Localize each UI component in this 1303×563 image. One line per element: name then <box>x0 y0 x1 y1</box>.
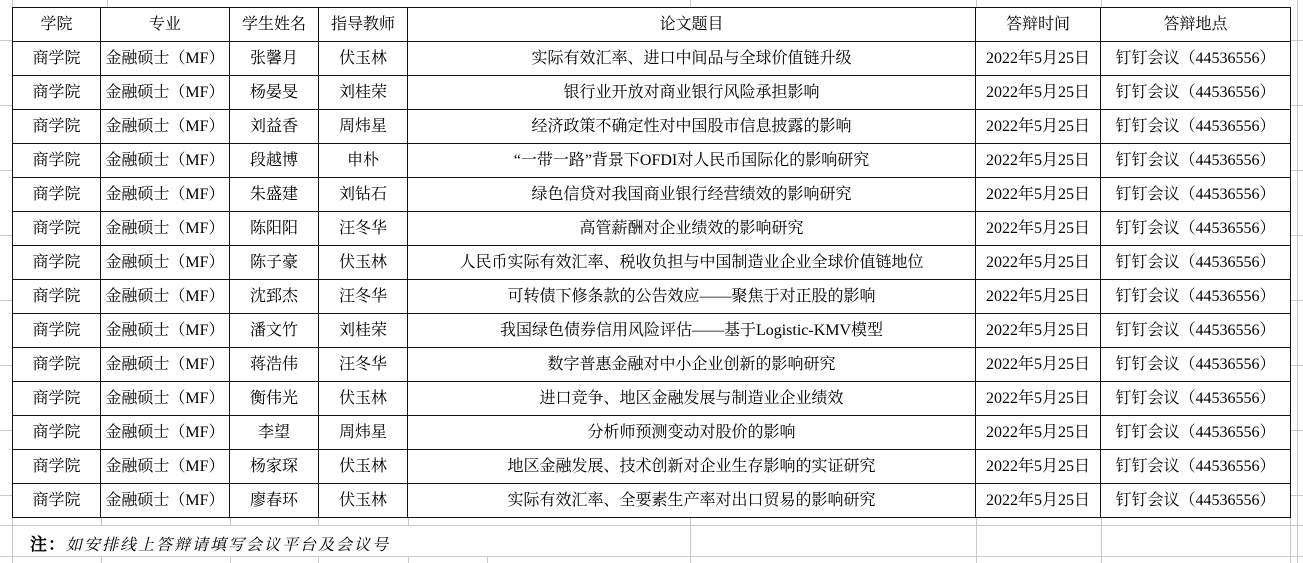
cell-major[interactable]: 金融硕士（MF） <box>101 484 230 518</box>
cell-time[interactable]: 2022年5月25日 <box>976 348 1101 382</box>
cell-title[interactable]: 绿色信贷对我国商业银行经营绩效的影响研究 <box>408 178 976 212</box>
gridline <box>0 170 12 171</box>
cell-advisor[interactable]: 伏玉林 <box>319 484 408 518</box>
cell-location[interactable]: 钉钉会议（44536556） <box>1101 382 1291 416</box>
cell-student[interactable]: 沈郅杰 <box>230 280 319 314</box>
gridline <box>1291 40 1303 41</box>
footnote-prefix: 注： <box>30 535 66 554</box>
cell-student[interactable]: 蒋浩伟 <box>230 348 319 382</box>
cell-college[interactable]: 商学院 <box>13 382 101 416</box>
cell-title[interactable]: 可转债下修条款的公告效应——聚焦于对正股的影响 <box>408 280 976 314</box>
cell-college[interactable]: 商学院 <box>13 314 101 348</box>
cell-college[interactable]: 商学院 <box>13 42 101 76</box>
cell-major[interactable]: 金融硕士（MF） <box>101 144 230 178</box>
cell-major[interactable]: 金融硕士（MF） <box>101 348 230 382</box>
table-row <box>13 144 1291 178</box>
table-row <box>13 348 1291 382</box>
cell-time[interactable]: 2022年5月25日 <box>976 484 1101 518</box>
cell-college[interactable]: 商学院 <box>13 348 101 382</box>
cell-advisor[interactable]: 伏玉林 <box>319 382 408 416</box>
gridline <box>0 300 12 301</box>
cell-advisor[interactable]: 刘桂荣 <box>319 76 408 110</box>
cell-college[interactable]: 商学院 <box>13 280 101 314</box>
table-row <box>13 246 1291 280</box>
cell-major[interactable]: 金融硕士（MF） <box>101 246 230 280</box>
gridline <box>0 430 12 431</box>
cell-student[interactable]: 衡伟光 <box>230 382 319 416</box>
cell-advisor[interactable]: 申朴 <box>319 144 408 178</box>
cell-location[interactable]: 钉钉会议（44536556） <box>1101 42 1291 76</box>
gridline <box>690 0 691 7</box>
gridline <box>0 235 12 236</box>
gridline <box>1291 430 1303 431</box>
cell-title[interactable]: 经济政策不确定性对中国股市信息披露的影响 <box>408 110 976 144</box>
gridline <box>101 556 102 563</box>
table-row <box>13 484 1291 518</box>
cell-time[interactable]: 2022年5月25日 <box>976 42 1101 76</box>
cell-student[interactable]: 朱盛建 <box>230 178 319 212</box>
gridline <box>1297 0 1298 563</box>
cell-college[interactable]: 商学院 <box>13 144 101 178</box>
cell-time[interactable]: 2022年5月25日 <box>976 212 1101 246</box>
cell-advisor[interactable]: 汪冬华 <box>319 212 408 246</box>
cell-college[interactable]: 商学院 <box>13 110 101 144</box>
cell-student[interactable]: 陈阳阳 <box>230 212 319 246</box>
cell-time[interactable]: 2022年5月25日 <box>976 178 1101 212</box>
cell-major[interactable]: 金融硕士（MF） <box>101 382 230 416</box>
cell-title[interactable]: 高管薪酬对企业绩效的影响研究 <box>408 212 976 246</box>
cell-advisor[interactable]: 周炜星 <box>319 110 408 144</box>
table-row <box>13 382 1291 416</box>
cell-time[interactable]: 2022年5月25日 <box>976 144 1101 178</box>
header-title[interactable]: 论文题目 <box>408 8 976 42</box>
cell-title[interactable]: 人民币实际有效汇率、税收负担与中国制造业企业全球价值链地位 <box>408 246 976 280</box>
cell-title[interactable]: 进口竞争、地区金融发展与制造业企业绩效 <box>408 382 976 416</box>
cell-location[interactable]: 钉钉会议（44536556） <box>1101 178 1291 212</box>
cell-student[interactable]: 刘益香 <box>230 110 319 144</box>
gridline <box>0 40 12 41</box>
header-advisor[interactable]: 指导教师 <box>319 8 408 42</box>
gridline <box>1291 105 1303 106</box>
table-row <box>13 314 1291 348</box>
cell-time[interactable]: 2022年5月25日 <box>976 314 1101 348</box>
header-college[interactable]: 学院 <box>13 8 101 42</box>
cell-location[interactable]: 钉钉会议（44536556） <box>1101 450 1291 484</box>
cell-student[interactable]: 潘文竹 <box>230 314 319 348</box>
cell-advisor[interactable]: 伏玉林 <box>319 450 408 484</box>
cell-college[interactable]: 商学院 <box>13 212 101 246</box>
cell-title[interactable]: 我国绿色债券信用风险评估——基于Logistic-KMV模型 <box>408 314 976 348</box>
cell-title[interactable]: 地区金融发展、技术创新对企业生存影响的实证研究 <box>408 450 976 484</box>
cell-title[interactable]: 银行业开放对商业银行风险承担影响 <box>408 76 976 110</box>
table-row <box>13 42 1291 76</box>
cell-time[interactable]: 2022年5月25日 <box>976 110 1101 144</box>
gridline <box>318 556 319 563</box>
cell-college[interactable]: 商学院 <box>13 76 101 110</box>
footnote <box>30 530 390 555</box>
cell-major[interactable]: 金融硕士（MF） <box>101 212 230 246</box>
cell-student[interactable]: 杨晏旻 <box>230 76 319 110</box>
gridline <box>0 495 12 496</box>
cell-location[interactable]: 钉钉会议（44536556） <box>1101 314 1291 348</box>
cell-location[interactable]: 钉钉会议（44536556） <box>1101 144 1291 178</box>
gridline <box>1291 365 1303 366</box>
header-time[interactable]: 答辩时间 <box>976 8 1101 42</box>
cell-time[interactable]: 2022年5月25日 <box>976 246 1101 280</box>
cell-advisor[interactable]: 汪冬华 <box>319 348 408 382</box>
cell-title[interactable]: 实际有效汇率、全要素生产率对出口贸易的影响研究 <box>408 484 976 518</box>
cell-major[interactable]: 金融硕士（MF） <box>101 110 230 144</box>
cell-location[interactable]: 钉钉会议（44536556） <box>1101 348 1291 382</box>
header-location[interactable]: 答辩地点 <box>1101 8 1291 42</box>
cell-location[interactable]: 钉钉会议（44536556） <box>1101 484 1291 518</box>
defense-schedule-table <box>12 7 1291 518</box>
cell-time[interactable]: 2022年5月25日 <box>976 382 1101 416</box>
cell-major[interactable]: 金融硕士（MF） <box>101 76 230 110</box>
table-row <box>13 416 1291 450</box>
cell-title[interactable]: 实际有效汇率、进口中间品与全球价值链升级 <box>408 42 976 76</box>
gridline <box>1291 170 1303 171</box>
cell-advisor[interactable]: 伏玉林 <box>319 246 408 280</box>
table-row <box>13 110 1291 144</box>
cell-major[interactable]: 金融硕士（MF） <box>101 42 230 76</box>
gridline <box>1291 300 1303 301</box>
gridline <box>1291 235 1303 236</box>
cell-advisor[interactable]: 汪冬华 <box>319 280 408 314</box>
defense-table-body <box>13 42 1291 518</box>
gridline <box>487 556 488 563</box>
cell-advisor[interactable]: 伏玉林 <box>319 42 408 76</box>
cell-location[interactable]: 钉钉会议（44536556） <box>1101 76 1291 110</box>
gridline <box>408 556 409 563</box>
table-row <box>13 76 1291 110</box>
cell-student[interactable]: 段越博 <box>230 144 319 178</box>
cell-time[interactable]: 2022年5月25日 <box>976 416 1101 450</box>
gridline <box>1101 0 1102 7</box>
cell-time[interactable]: 2022年5月25日 <box>976 450 1101 484</box>
cell-student[interactable]: 廖春环 <box>230 484 319 518</box>
cell-advisor[interactable]: 刘桂荣 <box>319 314 408 348</box>
header-student[interactable]: 学生姓名 <box>230 8 319 42</box>
table-row <box>13 212 1291 246</box>
header-major[interactable]: 专业 <box>101 8 230 42</box>
footnote-text: 如安排线上答辩请填写会议平台及会议号 <box>66 537 391 554</box>
cell-college[interactable]: 商学院 <box>13 178 101 212</box>
table-row <box>13 280 1291 314</box>
cell-time[interactable]: 2022年5月25日 <box>976 280 1101 314</box>
cell-location[interactable]: 钉钉会议（44536556） <box>1101 416 1291 450</box>
cell-location[interactable]: 钉钉会议（44536556） <box>1101 280 1291 314</box>
cell-major[interactable]: 金融硕士（MF） <box>101 178 230 212</box>
cell-title[interactable]: “一带一路”背景下OFDI对人民币国际化的影响研究 <box>408 144 976 178</box>
gridline <box>0 105 12 106</box>
cell-major[interactable]: 金融硕士（MF） <box>101 450 230 484</box>
gridline <box>976 0 977 7</box>
table-row <box>13 178 1291 212</box>
cell-location[interactable]: 钉钉会议（44536556） <box>1101 110 1291 144</box>
cell-student[interactable]: 杨家琛 <box>230 450 319 484</box>
cell-student[interactable]: 李望 <box>230 416 319 450</box>
cell-college[interactable]: 商学院 <box>13 450 101 484</box>
cell-major[interactable]: 金融硕士（MF） <box>101 416 230 450</box>
cell-location[interactable]: 钉钉会议（44536556） <box>1101 246 1291 280</box>
cell-major[interactable]: 金融硕士（MF） <box>101 314 230 348</box>
cell-student[interactable]: 张馨月 <box>230 42 319 76</box>
gridline <box>0 365 12 366</box>
gridline <box>0 525 1303 526</box>
cell-student[interactable]: 陈子豪 <box>230 246 319 280</box>
cell-major[interactable]: 金融硕士（MF） <box>101 280 230 314</box>
gridline <box>1291 495 1303 496</box>
cell-time[interactable]: 2022年5月25日 <box>976 76 1101 110</box>
cell-advisor[interactable]: 周炜星 <box>319 416 408 450</box>
cell-location[interactable]: 钉钉会议（44536556） <box>1101 212 1291 246</box>
table-row <box>13 450 1291 484</box>
cell-college[interactable]: 商学院 <box>13 246 101 280</box>
cell-title[interactable]: 分析师预测变动对股价的影响 <box>408 416 976 450</box>
cell-college[interactable]: 商学院 <box>13 416 101 450</box>
gridline <box>107 0 108 7</box>
gridline <box>230 556 231 563</box>
cell-title[interactable]: 数字普惠金融对中小企业创新的影响研究 <box>408 348 976 382</box>
table-header-row <box>13 8 1291 42</box>
cell-college[interactable]: 商学院 <box>13 484 101 518</box>
cell-advisor[interactable]: 刘钻石 <box>319 178 408 212</box>
gridline <box>0 556 1303 557</box>
